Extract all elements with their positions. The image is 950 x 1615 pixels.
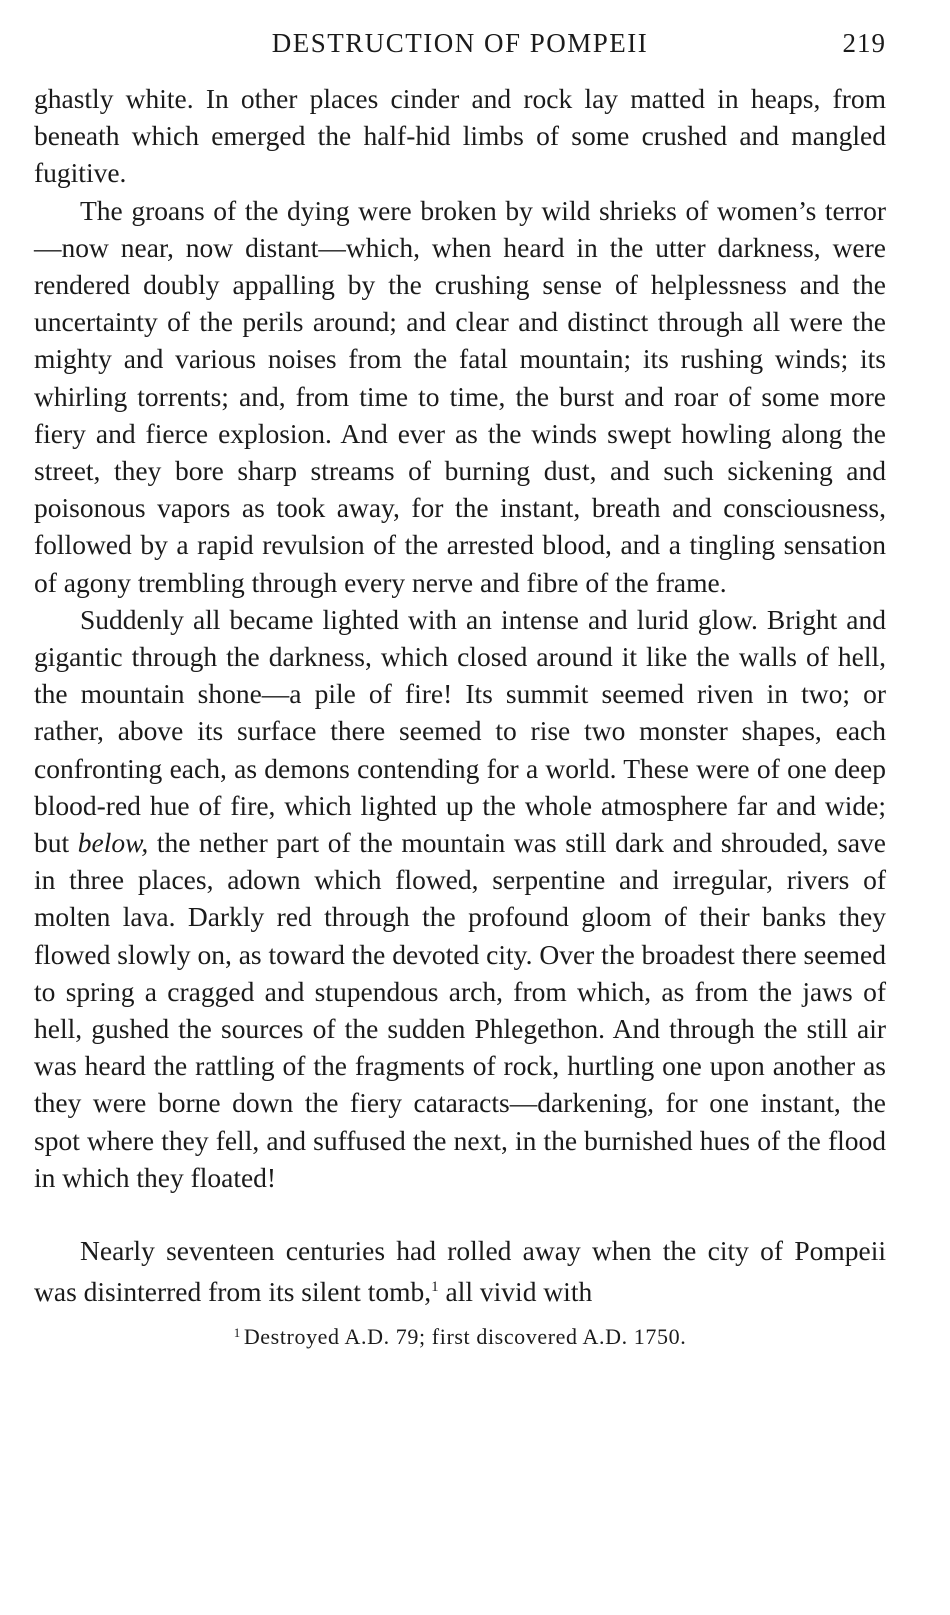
footnote-reference: 1: [431, 1279, 439, 1296]
section-gap: [34, 1196, 886, 1232]
paragraph-centuries: [34, 1232, 886, 1310]
italic-word: below,: [77, 827, 149, 859]
paragraph-groans: The groans of the dying were broken by wild shrieks of women’s terror—now near, now distant—which, when heard in the utter darkness, were rendered doubly appalling by the crushing sense of helplessness and the uncertainty of the perils around; and clear and distinct through all were the mighty and various noises from the fatal mountain; its rushing winds; its whirling torrents; and, from time to time, the burst and roar of some more fiery and fierce explosion. And ever as the winds swept howling along the street, they bore sharp streams of burning dust, and such sickening and poisonous vapors as took away, for the instant, breath and consciousness, followed by a rapid revulsion of the arrested blood, and a tingling sensation of agony trembling through every nerve and fibre of the frame.: [34, 194, 886, 598]
paragraph-text: the nether part of the mountain was still dark and shrouded, save in three places, adown which flowed, serpentine and irregular, rivers of molten lava. Darkly red through the profound gloom of their banks they flowed slowly on, as toward the devoted city. Over the broadest there seemed to spring a cragged and stupendous arch, from which, as from the jaws of hell, gushed the sources of the sudden Phlegethon. And through the still air was heard the rattling of the fragments of rock, hurtling one upon another as they were borne down the fiery cataracts—darkening, for one instant, the spot where they fell, and suffused the next, in the burnished hues of the flood in which they floated!: [34, 827, 886, 1193]
paragraph-text: all vivid with: [438, 1276, 593, 1308]
page-header: [34, 28, 886, 68]
paragraph-text: Suddenly all became lighted with an intense and lurid glow. Bright and gigantic through the darkness, which closed around it like the walls of hell, the mountain shone—a pile of fire! Its summit seemed riven in two; or rather, above its surface there seemed to rise two monster shapes, each confronting each, as demons contending for a world. These were of one deep blood-red hue of fire, which lighted up the whole atmosphere far and wide; but: [34, 603, 886, 859]
running-title: DESTRUCTION OF POMPEII: [271, 28, 649, 58]
footnote: [34, 1319, 886, 1351]
paragraph-continued: ghastly white. In other places cinder and rock lay matted in heaps, from beneath which emerged the half-hid limbs of some crushed and mangled fugitive.: [34, 83, 886, 189]
page-number: 219: [842, 28, 886, 58]
footnote-text: Destroyed A.D. 79; first discovered A.D. 1750.: [243, 1323, 687, 1349]
paragraph-mountain: [34, 601, 886, 1196]
body-text: [34, 80, 886, 1311]
paragraph-text: Nearly seventeen centuries had rolled away when the city of Pompeii was disinterred from its silent tomb,: [34, 1235, 886, 1308]
book-page: [34, 28, 886, 1351]
footnote-marker: 1: [233, 1324, 241, 1340]
